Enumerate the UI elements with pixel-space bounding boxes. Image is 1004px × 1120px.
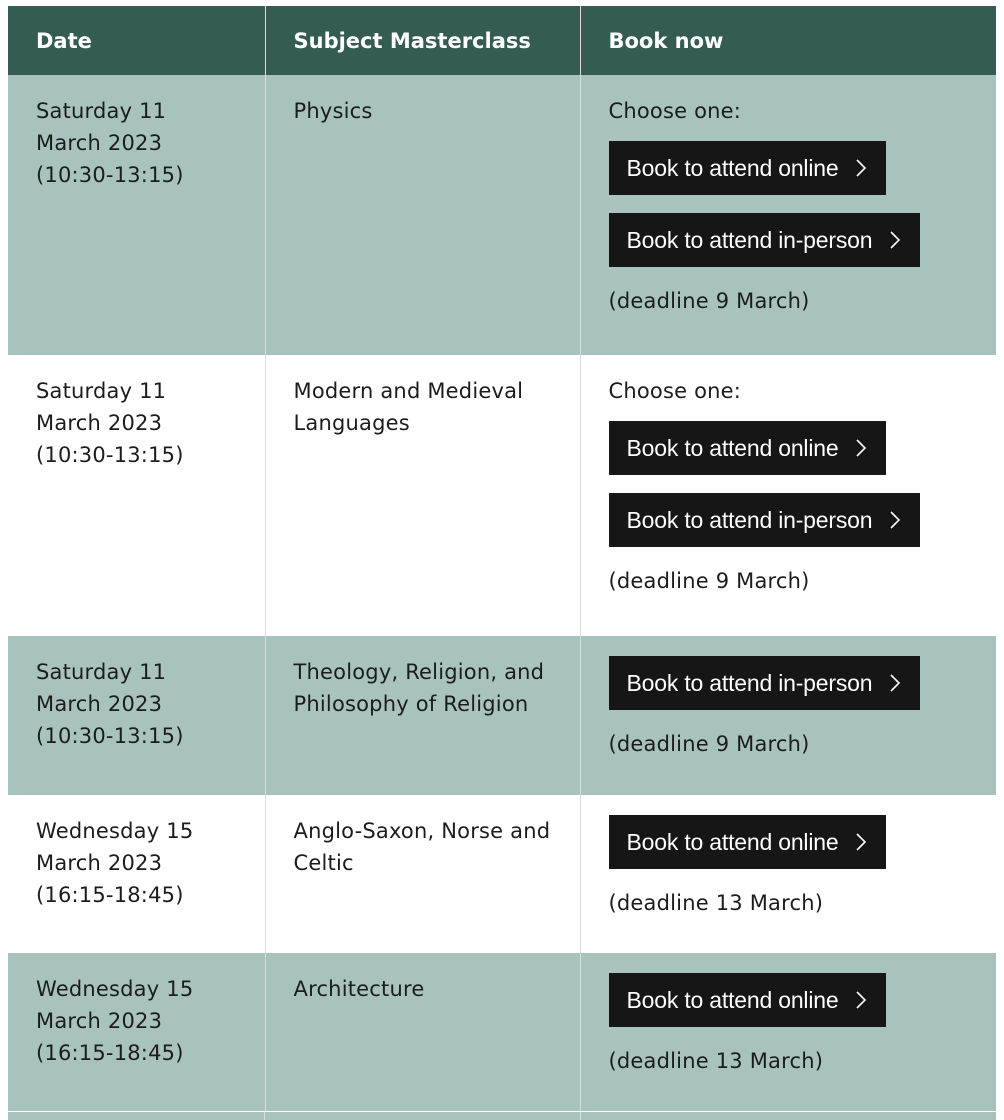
- choose-one-label: Choose one:: [608, 379, 742, 403]
- book-in-person-button[interactable]: [609, 493, 921, 547]
- book-online-button[interactable]: [609, 973, 887, 1027]
- booking-cell: [580, 953, 996, 1111]
- table-row: [8, 75, 996, 355]
- date-cell: Wednesday 15 March 2023 (16:15-18:45): [8, 953, 265, 1111]
- button-label: Book to attend online: [626, 155, 839, 181]
- button-label: Book to attend online: [626, 435, 839, 461]
- chevron-right-icon: [888, 229, 902, 251]
- header-book-now: Book now: [580, 6, 996, 75]
- table-row: [8, 636, 996, 795]
- book-in-person-button[interactable]: [609, 213, 921, 267]
- subject-label: Theology, Religion, and Philosophy of Religion: [293, 660, 545, 716]
- subject-cell: [265, 636, 580, 795]
- deadline-text: (deadline 13 March): [608, 1049, 824, 1073]
- subject-cell: [265, 75, 580, 355]
- choose-one-label: Choose one:: [608, 99, 742, 123]
- chevron-right-icon: [854, 437, 868, 459]
- chevron-right-icon: [888, 672, 902, 694]
- header-date: Date: [8, 6, 265, 75]
- button-label: Book to attend in-person: [626, 227, 873, 253]
- table-header-row: [8, 6, 996, 75]
- date-cell: Saturday 11 March 2023 (10:30-13:15): [8, 636, 265, 795]
- button-label: Book to attend online: [626, 987, 839, 1013]
- booking-cell: [580, 355, 996, 636]
- table-row: [8, 355, 996, 636]
- subject-label: Anglo-Saxon, Norse and Celtic: [293, 819, 551, 875]
- deadline-text: (deadline 9 March): [608, 732, 810, 756]
- deadline-text: (deadline 13 March): [608, 891, 824, 915]
- booking-cell: [580, 795, 996, 953]
- book-online-button[interactable]: [609, 815, 887, 869]
- header-subject: Subject Masterclass: [265, 6, 580, 75]
- deadline-text: (deadline 9 March): [608, 569, 810, 593]
- deadline-text: (deadline 9 March): [608, 289, 810, 313]
- book-online-button[interactable]: [609, 141, 887, 195]
- table-row: [8, 953, 996, 1111]
- table-row: [8, 795, 996, 953]
- next-row-partial: [8, 1112, 996, 1120]
- chevron-right-icon: [854, 157, 868, 179]
- book-online-button[interactable]: [609, 421, 887, 475]
- subject-cell: [265, 795, 580, 953]
- masterclass-table: [8, 6, 996, 1111]
- subject-cell: [265, 953, 580, 1111]
- book-in-person-button[interactable]: [609, 656, 921, 710]
- subject-cell: [265, 355, 580, 636]
- button-label: Book to attend in-person: [626, 507, 873, 533]
- date-cell: Wednesday 15 March 2023 (16:15-18:45): [8, 795, 265, 953]
- booking-cell: [580, 636, 996, 795]
- booking-cell: [580, 75, 996, 355]
- subject-label: Architecture: [293, 977, 425, 1001]
- chevron-right-icon: [888, 509, 902, 531]
- date-cell: Saturday 11 March 2023 (10:30-13:15): [8, 355, 265, 636]
- subject-label: Physics: [293, 99, 373, 123]
- button-label: Book to attend in-person: [626, 670, 873, 696]
- date-cell: Saturday 11 March 2023 (10:30-13:15): [8, 75, 265, 355]
- subject-label: Modern and Medieval Languages: [293, 379, 524, 435]
- chevron-right-icon: [854, 989, 868, 1011]
- button-label: Book to attend online: [626, 829, 839, 855]
- chevron-right-icon: [854, 831, 868, 853]
